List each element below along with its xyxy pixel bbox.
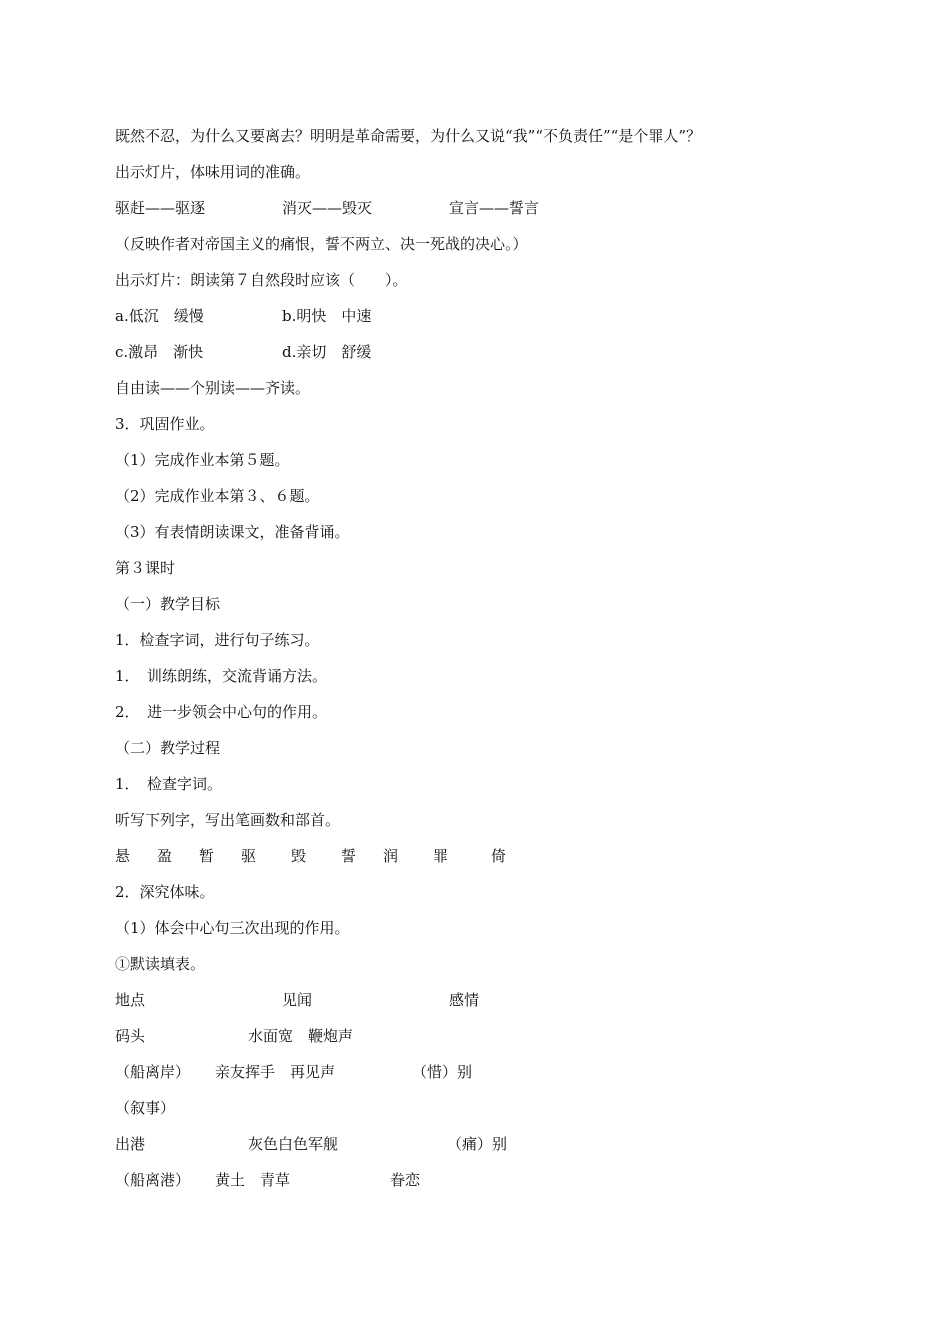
word-pair: 宣言——誓言 [449, 199, 540, 217]
table-header-observations: 见闻 [282, 991, 313, 1009]
dictation-character: 誓 [341, 847, 357, 865]
text-line: （1）体会中心句三次出现的作用。 [115, 919, 350, 937]
table-cell: （船离岸） [115, 1063, 191, 1081]
text-line: ①默读填表。 [115, 955, 206, 973]
text-line: 听写下列字，写出笔画数和部首。 [115, 811, 341, 829]
table-cell: （船离港） [115, 1171, 191, 1189]
text-line: 2． 进一步领会中心句的作用。 [115, 703, 328, 721]
dictation-character: 润 [383, 847, 399, 865]
text-line: 2．深究体味。 [115, 883, 215, 901]
text-line: 既然不忍，为什么又要离去？明明是革命需要，为什么又说“我”“不负责任”“是个罪人”？ [115, 127, 702, 145]
table-cell: 亲友挥手 再见声 [215, 1063, 336, 1081]
option-c: c.激昂 渐快 [115, 343, 204, 361]
table-cell: 灰色白色军舰 [248, 1135, 339, 1153]
dictation-character: 罪 [433, 847, 449, 865]
table-cell: （惜）别 [412, 1063, 473, 1081]
text-line: 1．检查字词，进行句子练习。 [115, 631, 320, 649]
lesson-heading: 第３课时 [115, 559, 176, 577]
section-heading: （二）教学过程 [115, 739, 221, 757]
dictation-character: 毁 [291, 847, 307, 865]
text-line: （叙事） [115, 1099, 176, 1117]
section-heading: （一）教学目标 [115, 595, 221, 613]
text-line: 出示灯片，体味用词的准确。 [115, 163, 311, 181]
text-line: 3．巩固作业。 [115, 415, 215, 433]
table-cell: （痛）别 [447, 1135, 508, 1153]
text-line: 出示灯片：朗读第７自然段时应该（ ）。 [115, 271, 408, 289]
option-d: d.亲切 舒缓 [282, 343, 372, 361]
word-pair: 消灭——毁灭 [282, 199, 373, 217]
text-line: 1． 训练朗练，交流背诵方法。 [115, 667, 328, 685]
table-cell: 出港 [115, 1135, 146, 1153]
dictation-character: 盈 [157, 847, 173, 865]
dictation-character: 悬 [115, 847, 131, 865]
text-line: （1）完成作业本第５题。 [115, 451, 290, 469]
dictation-character: 暂 [199, 847, 215, 865]
table-cell: 黄土 青草 [215, 1171, 291, 1189]
option-a: a.低沉 缓慢 [115, 307, 204, 325]
table-cell: 水面宽 鞭炮声 [248, 1027, 354, 1045]
text-line: （2）完成作业本第３、６题。 [115, 487, 320, 505]
dictation-character: 倚 [491, 847, 507, 865]
text-line: 1． 检查字词。 [115, 775, 223, 793]
option-b: b.明快 中速 [282, 307, 372, 325]
word-pair: 驱赶——驱逐 [115, 199, 206, 217]
dictation-character: 驱 [241, 847, 257, 865]
text-line: （3）有表情朗读课文，准备背诵。 [115, 523, 350, 541]
table-cell: 码头 [115, 1027, 146, 1045]
text-line: （反映作者对帝国主义的痛恨，誓不两立、决一死战的决心。） [115, 235, 528, 253]
table-header-feelings: 感情 [449, 991, 480, 1009]
table-header-location: 地点 [115, 991, 146, 1009]
text-line: 自由读——个别读——齐读。 [115, 379, 311, 397]
table-cell: 眷恋 [390, 1171, 421, 1189]
